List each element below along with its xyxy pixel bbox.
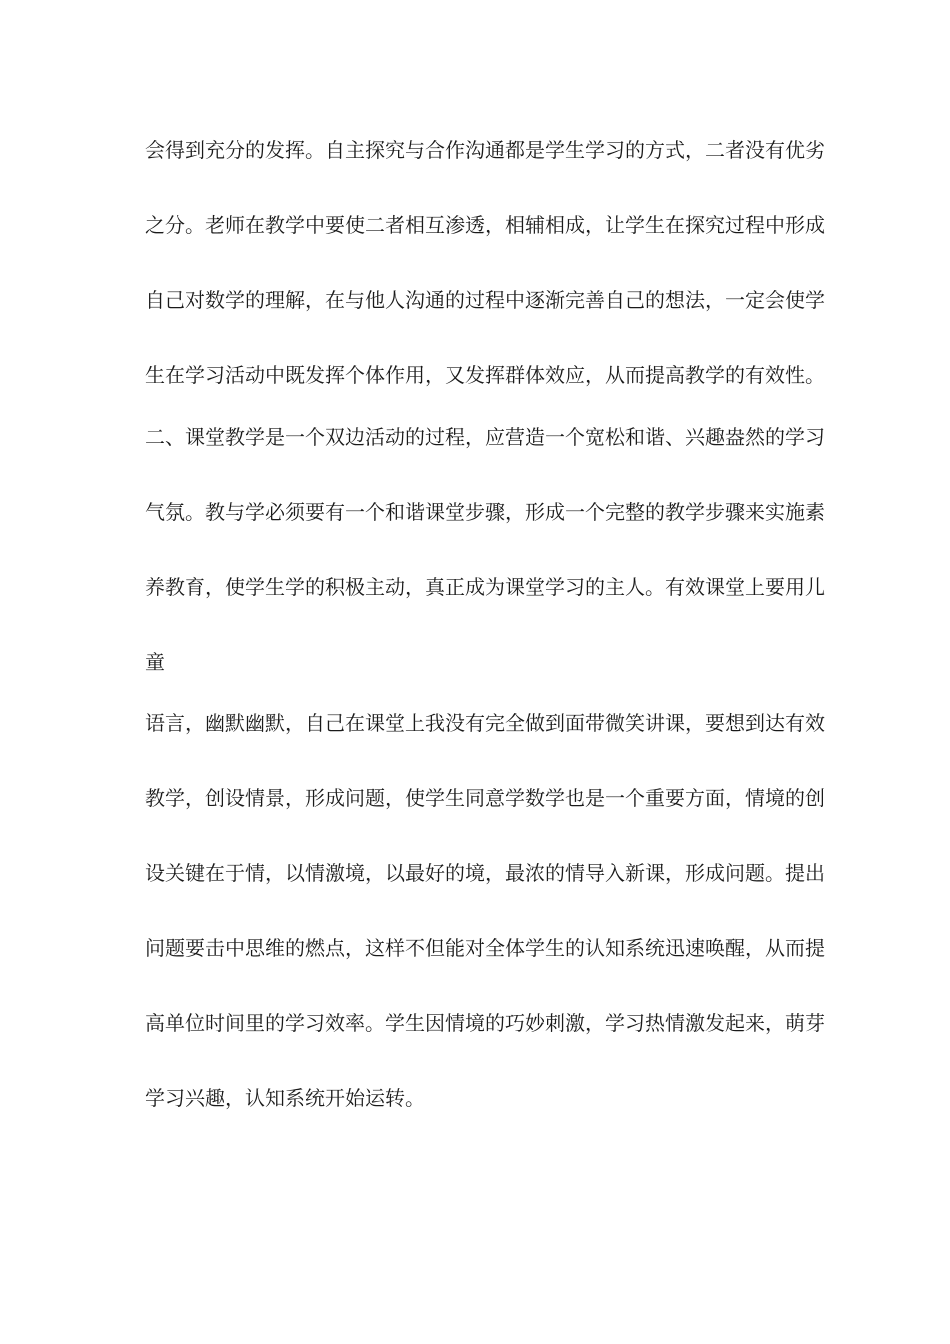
text-line: 会得到充分的发挥。自主探究与合作沟通都是学生学习的方式，二者没有优劣: [145, 138, 825, 162]
text-line: 设关键在于情，以情激境，以最好的境，最浓的情导入新课，形成问题。提出: [145, 861, 825, 885]
text-line: 高单位时间里的学习效率。学生因情境的巧妙刺激，学习热情激发起来，萌芽: [145, 1011, 825, 1035]
text-line: 自己对数学的理解，在与他人沟通的过程中逐渐完善自己的想法，一定会使学: [145, 288, 825, 312]
text-line: 语言，幽默幽默，自己在课堂上我没有完全做到面带微笑讲课，要想到达有效: [145, 711, 825, 735]
text-line: 童: [145, 650, 165, 674]
text-line: 学习兴趣，认知系统开始运转。: [145, 1086, 425, 1110]
text-line: 气氛。教与学必须要有一个和谐课堂步骤，形成一个完整的教学步骤来实施素: [145, 500, 825, 524]
text-line: 问题要击中思维的燃点，这样不但能对全体学生的认知系统迅速唤醒，从而提: [145, 936, 825, 960]
text-line: 生在学习活动中既发挥个体作用，又发挥群体效应，从而提高教学的有效性。: [145, 363, 825, 387]
text-line: 教学，创设情景，形成问题，使学生同意学数学也是一个重要方面，情境的创: [145, 786, 825, 810]
text-line: 之分。老师在教学中要使二者相互渗透，相辅相成，让学生在探究过程中形成: [145, 213, 825, 237]
section-heading-line: 二、课堂教学是一个双边活动的过程，应营造一个宽松和谐、兴趣盎然的学习: [145, 425, 825, 449]
text-line: 养教育，使学生学的积极主动，真正成为课堂学习的主人。有效课堂上要用儿: [145, 575, 825, 599]
